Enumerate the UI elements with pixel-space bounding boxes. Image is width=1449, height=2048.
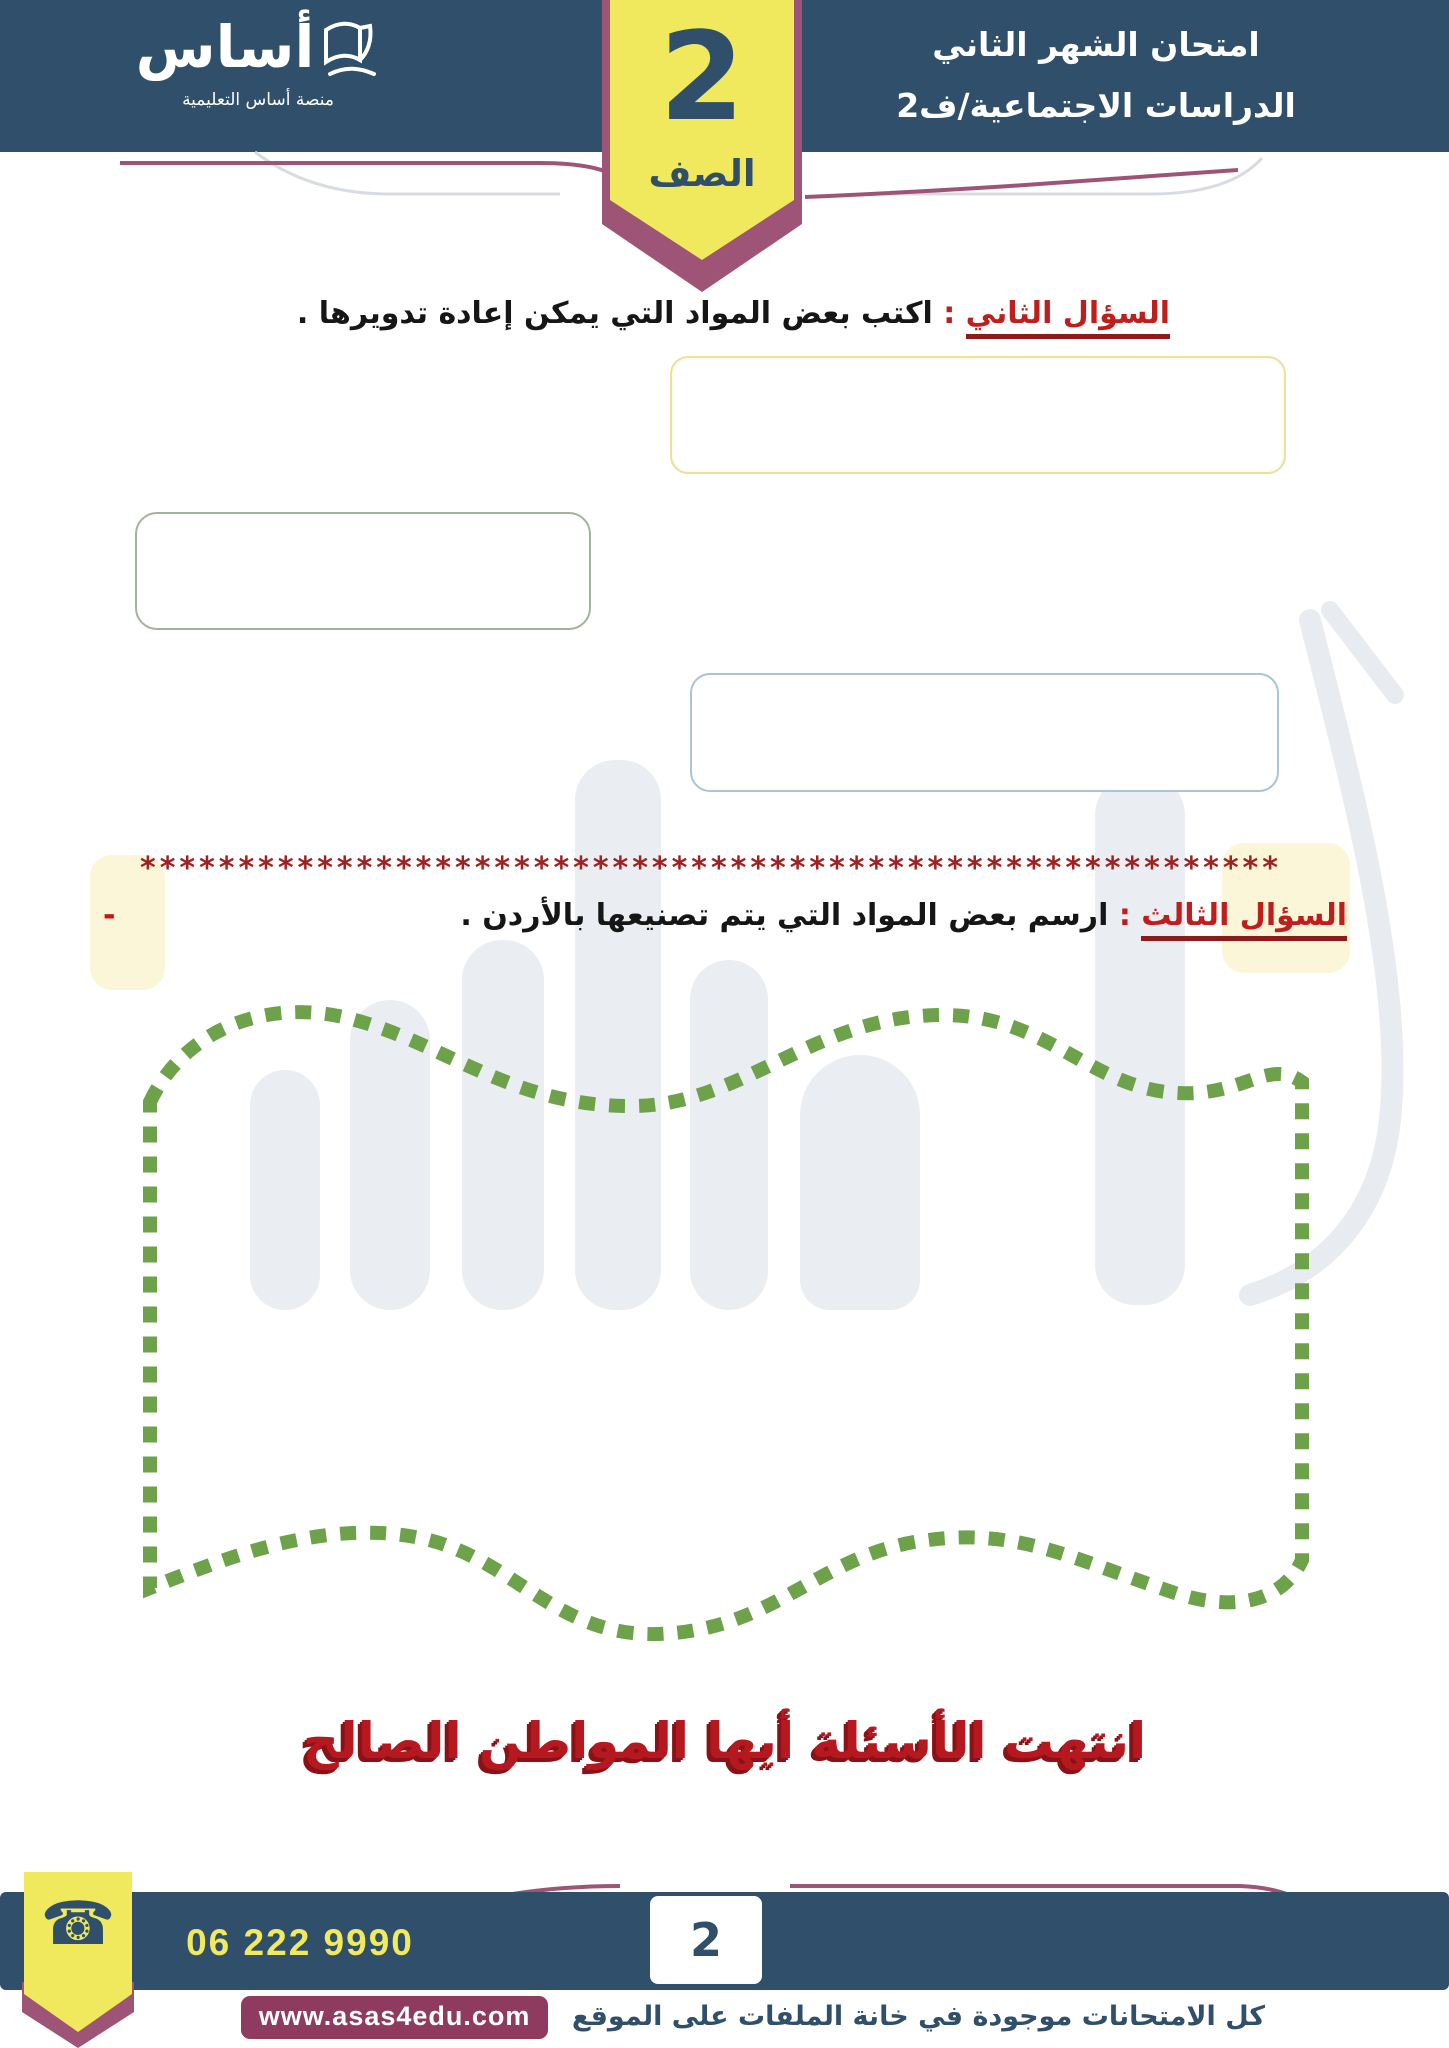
exam-title (831, 14, 1361, 136)
grade-badge (598, 0, 806, 300)
question-2-label: السؤال الثاني (966, 296, 1170, 339)
grade-label: الصف (648, 152, 756, 195)
phone-icon: ☎ (40, 1889, 116, 1959)
question-2-colon: : (932, 296, 966, 331)
footer-note-text: كل الامتحانات موجودة في خانة الملفات على الموقع (571, 2001, 1265, 2032)
closing-banner: انتهت الأسئلة أيها المواطن الصالح (302, 1712, 1147, 1770)
logo-title: أساس (135, 13, 315, 81)
question-2 (297, 296, 1170, 339)
exam-title-line2: الدراسات الاجتماعية/ف2 (896, 86, 1296, 125)
logo (108, 13, 408, 110)
website-link[interactable]: www.asas4edu.com (241, 1996, 549, 2039)
grade-number: 2 (659, 6, 745, 148)
question-3 (460, 898, 1347, 941)
logo-subtitle: منصة أساس التعليمية (182, 90, 334, 110)
phone-number: 06 222 9990 (186, 1922, 414, 1963)
question-3-label: السؤال الثالث (1141, 898, 1347, 941)
exam-title-line1: امتحان الشهر الثاني (932, 25, 1260, 64)
asterisk-divider: ********************************************************** (140, 851, 1282, 886)
book-icon (320, 18, 380, 80)
page-number: 2 (650, 1896, 762, 1984)
phone-badge (16, 1872, 140, 2048)
question-3-colon: : (1108, 898, 1142, 933)
divider-dash: - (103, 898, 116, 933)
question-3-text: ارسم بعض المواد التي يتم تصنيعها بالأردن . (460, 898, 1109, 933)
question-2-text: اكتب بعض المواد التي يمكن إعادة تدويرها . (296, 296, 933, 331)
footer-note-line (241, 1996, 1265, 2039)
